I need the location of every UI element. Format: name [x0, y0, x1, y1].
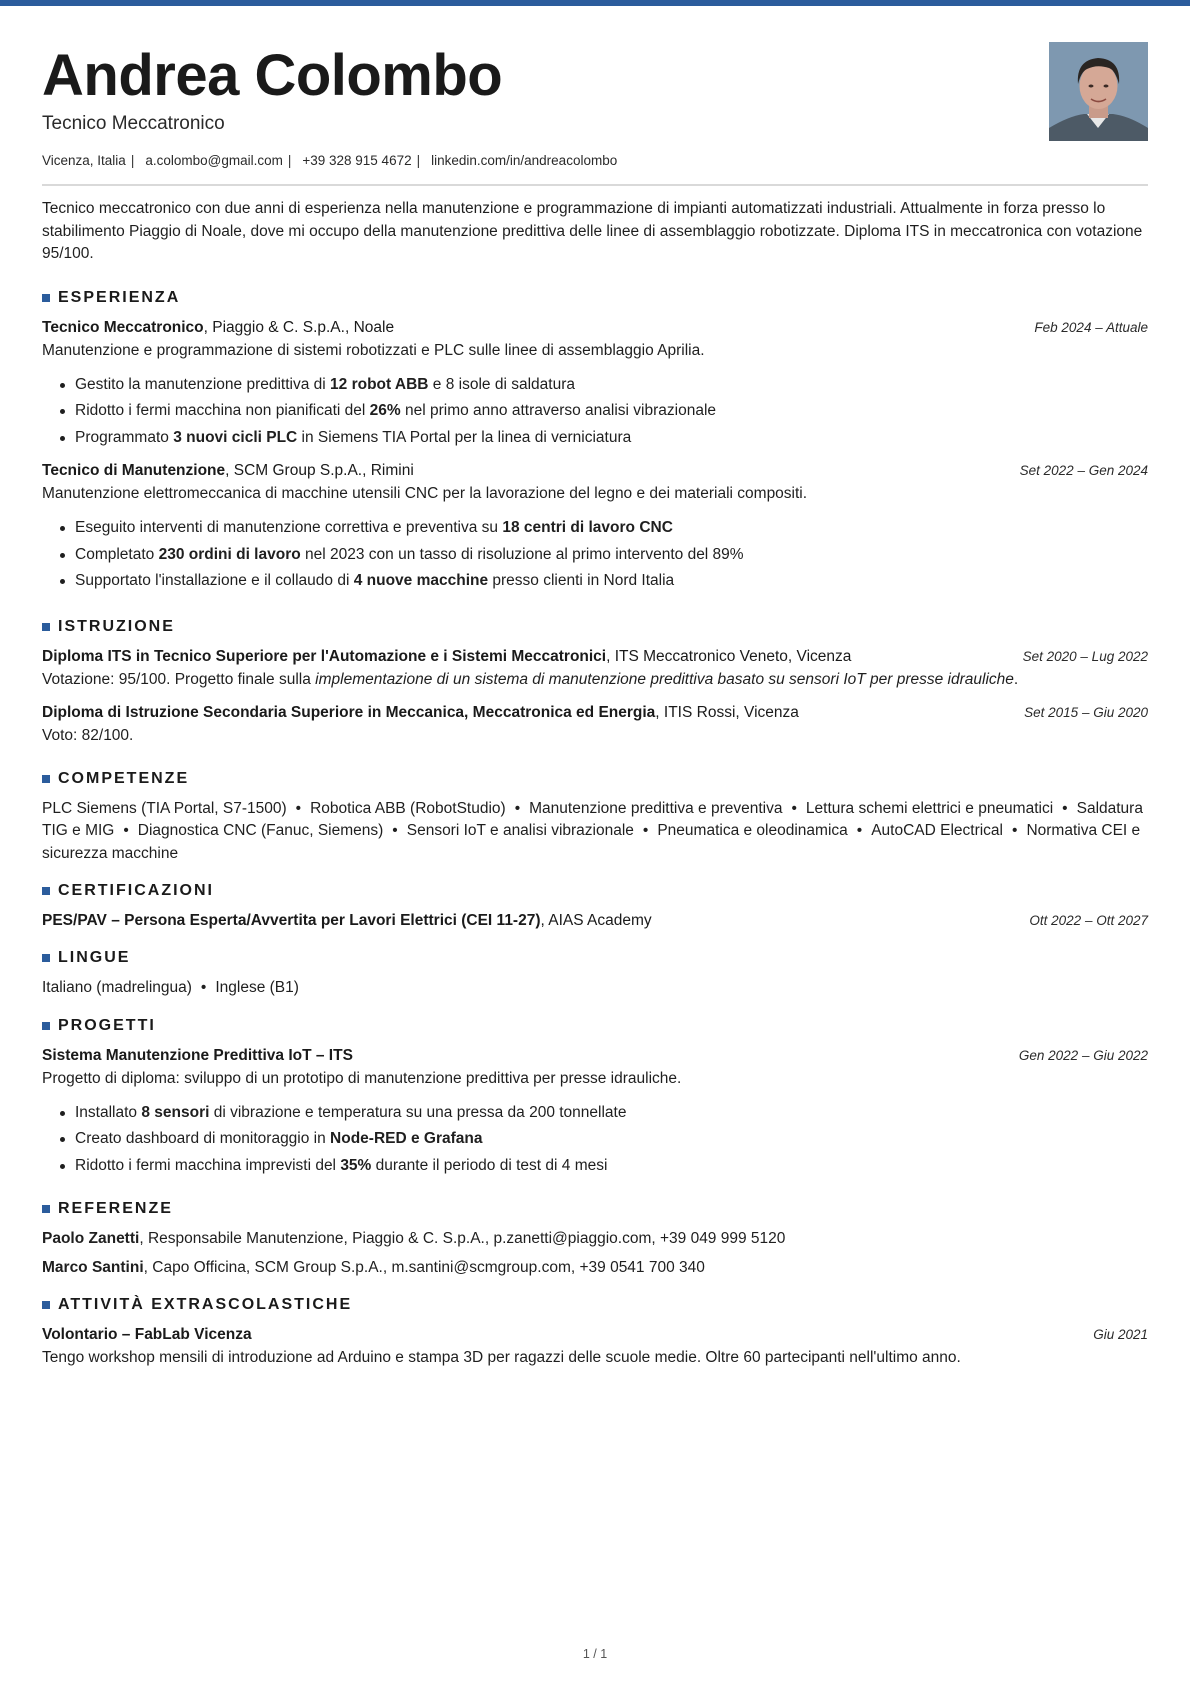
languages-list: Italiano (madrelingua) • Inglese (B1)	[42, 979, 299, 996]
skills-list: PLC Siemens (TIA Portal, S7-1500) • Robotica ABB (RobotStudio) • Manutenzione predittiva e preventiva • Lettura schemi elettrici e pneumatici • Saldatura TIG e MIG • Diagnostica CNC (Fanuc, Siemens) • Sensori IoT e analisi vibrazionale • Pneumatica e oleodinamica • AutoCAD Electrical • Normativa CEI e sicurezza macchine	[42, 799, 1143, 862]
school: , ITS Meccatronico Veneto, Vicenza	[606, 647, 852, 665]
project-description: Progetto di diploma: sviluppo di un prototipo di manutenzione predittiva per presse idrauliche.	[42, 1069, 682, 1087]
section-certifications	[42, 881, 1148, 932]
skill-item: Sensori IoT e analisi vibrazionale	[406, 822, 634, 839]
reference-entry	[42, 1253, 1148, 1282]
project-entry	[42, 1045, 1148, 1180]
experience-entry	[42, 317, 1148, 452]
section-title: REFERENZE	[42, 1199, 1148, 1219]
activity-entry	[42, 1324, 1148, 1369]
contact-email[interactable]: a.colombo@gmail.com	[145, 153, 283, 168]
achievement-item: Ridotto i fermi macchina imprevisti del 35% durante il periodo di test di 4 mesi	[42, 1153, 1148, 1180]
education-description: Voto: 82/100.	[42, 726, 134, 744]
section-languages	[42, 948, 1148, 1000]
contact-linkedin[interactable]: linkedin.com/in/andreacolombo	[431, 153, 618, 168]
date-range: Set 2020 – Lug 2022	[1022, 648, 1148, 664]
section-title: CERTIFICAZIONI	[42, 881, 1148, 901]
achievement-item: Completato 230 ordini di lavoro nel 2023 con un tasso di risoluzione al primo intervento del 89%	[42, 542, 1148, 569]
square-bullet-icon	[42, 294, 50, 302]
section-references	[42, 1199, 1148, 1282]
language-item: Italiano (madrelingua)	[42, 979, 192, 996]
skill-item: Pneumatica e oleodinamica	[657, 822, 848, 839]
certification-entry	[42, 910, 1148, 932]
issuer: , AIAS Academy	[540, 912, 652, 929]
reference-name: Paolo Zanetti	[42, 1230, 140, 1247]
education-entry	[42, 702, 1148, 747]
achievement-item: Creato dashboard di monitoraggio in Node-RED e Grafana	[42, 1126, 1148, 1153]
reference-name: Marco Santini	[42, 1259, 144, 1276]
candidate-role: Tecnico Meccatronico	[42, 113, 225, 134]
contact-location: Vicenza, Italia	[42, 153, 126, 168]
reference-details: , Capo Officina, SCM Group S.p.A., m.santini@scmgroup.com, +39 0541 700 340	[143, 1259, 705, 1276]
skill-item: Robotica ABB (RobotStudio)	[310, 799, 506, 817]
section-experience	[42, 288, 1148, 595]
education-description: Votazione: 95/100. Progetto finale sulla implementazione di un sistema di manutenzione predittiva basato su sensori IoT per presse idrauliche.	[42, 670, 1019, 688]
page-number: 1 / 1	[582, 1647, 608, 1661]
contact-phone[interactable]: +39 328 915 4672	[302, 153, 412, 168]
date-range: Set 2015 – Giu 2020	[1024, 704, 1148, 720]
section-title: LINGUE	[42, 948, 1148, 968]
skill-item: Lettura schemi elettrici e pneumatici	[805, 799, 1054, 817]
square-bullet-icon	[42, 1301, 50, 1309]
achievement-list	[42, 372, 1148, 452]
achievement-list	[42, 515, 1148, 595]
skill-item: Diagnostica CNC (Fanuc, Siemens)	[137, 822, 384, 839]
skill-item: Saldatura TIG e MIG	[42, 799, 1143, 839]
section-title: ISTRUZIONE	[42, 617, 1148, 637]
job-description: Manutenzione elettromeccanica di macchine utensili CNC per la lavorazione del legno e dei materiali compositi.	[42, 485, 808, 502]
contact-separator: |	[416, 153, 421, 168]
skill-item: Normativa CEI e sicurezza macchine	[42, 822, 1141, 862]
section-skills	[42, 769, 1148, 866]
language-item: Inglese (B1)	[215, 979, 299, 996]
achievement-item: Gestito la manutenzione predittiva di 12 robot ABB e 8 isole di saldatura	[42, 372, 1148, 399]
square-bullet-icon	[42, 954, 50, 962]
skill-item: PLC Siemens (TIA Portal, S7-1500)	[42, 799, 287, 817]
section-activities	[42, 1295, 1148, 1369]
achievement-item: Programmato 3 nuovi cicli PLC in Siemens TIA Portal per la linea di verniciatura	[42, 425, 1148, 452]
degree-title: Diploma ITS in Tecnico Superiore per l'Automazione e i Sistemi Meccatronici	[42, 647, 607, 665]
achievement-item: Installato 8 sensori di vibrazione e temperatura su una pressa da 200 tonnellate	[42, 1100, 1148, 1127]
job-title: Tecnico Meccatronico	[42, 318, 204, 336]
resume-page	[42, 0, 1148, 1369]
section-title: ATTIVITÀ EXTRASCOLASTICHE	[42, 1295, 1148, 1315]
reference-details: , Responsabile Manutenzione, Piaggio & C. S.p.A., p.zanetti@piaggio.com, +39 049 999 5120	[139, 1230, 786, 1247]
square-bullet-icon	[42, 1205, 50, 1213]
achievement-item: Ridotto i fermi macchina non pianificati del 26% nel primo anno attraverso analisi vibrazionale	[42, 398, 1148, 425]
skill-item: Manutenzione predittiva e preventiva	[529, 799, 783, 817]
achievement-item: Supportato l'installazione e il collaudo di 4 nuove macchine presso clienti in Nord Italia	[42, 568, 1148, 595]
square-bullet-icon	[42, 775, 50, 783]
date-range: Giu 2021	[1093, 1327, 1148, 1342]
section-projects	[42, 1016, 1148, 1180]
date-range: Set 2022 – Gen 2024	[1019, 463, 1148, 478]
date-range: Gen 2022 – Giu 2022	[1018, 1047, 1148, 1063]
section-title: ESPERIENZA	[42, 288, 1148, 308]
achievement-list	[42, 1100, 1148, 1180]
achievement-item: Eseguito interventi di manutenzione correttiva e preventiva su 18 centri di lavoro CNC	[42, 515, 1148, 542]
project-name: Sistema Manutenzione Predittiva IoT – ITS	[42, 1046, 353, 1064]
job-title: Tecnico di Manutenzione	[42, 462, 226, 479]
square-bullet-icon	[42, 1022, 50, 1030]
employer: , Piaggio & C. S.p.A., Noale	[203, 318, 395, 336]
contact-separator: |	[130, 153, 135, 168]
section-title: COMPETENZE	[42, 769, 1148, 789]
section-title: PROGETTI	[42, 1016, 1148, 1036]
job-description: Manutenzione e programmazione di sistemi robotizzati e PLC sulle linee di assemblaggio Aprilia.	[42, 341, 705, 359]
resume-header	[42, 0, 1148, 186]
square-bullet-icon	[42, 887, 50, 895]
profile-photo	[1049, 42, 1148, 141]
degree-title: Diploma di Istruzione Secondaria Superiore in Meccanica, Meccatronica ed Energia	[42, 703, 656, 721]
skill-item: AutoCAD Electrical	[871, 822, 1003, 839]
certification-name: PES/PAV – Persona Esperta/Avvertita per Lavori Elettrici (CEI 11-27)	[42, 912, 541, 929]
contact-line	[42, 152, 617, 170]
portrait-icon	[1049, 42, 1148, 141]
school: , ITIS Rossi, Vicenza	[655, 703, 799, 721]
experience-entry	[42, 460, 1148, 595]
education-entry	[42, 646, 1148, 691]
employer: , SCM Group S.p.A., Rimini	[225, 462, 414, 479]
reference-entry	[42, 1224, 1148, 1253]
date-range: Ott 2022 – Ott 2027	[1029, 913, 1148, 928]
contact-separator: |	[287, 153, 292, 168]
date-range: Feb 2024 – Attuale	[1034, 319, 1148, 335]
professional-summary: Tecnico meccatronico con due anni di esperienza nella manutenzione e programmazione di impianti automatizzati industriali. Attualmente in forza presso lo stabilimento Piaggio di Noale, dove mi occupo della manutenzione predittiva delle linee di assemblaggio robotizzate. Diploma ITS in meccatronica con votazione 95/100.	[42, 200, 1143, 262]
activity-name: Volontario – FabLab Vicenza	[42, 1326, 252, 1343]
square-bullet-icon	[42, 623, 50, 631]
activity-description: Tengo workshop mensili di introduzione ad Arduino e stampa 3D per ragazzi delle scuole medie. Oltre 60 partecipanti nell'ultimo anno.	[42, 1349, 961, 1366]
section-education	[42, 617, 1148, 747]
candidate-name: Andrea Colombo	[42, 43, 503, 108]
